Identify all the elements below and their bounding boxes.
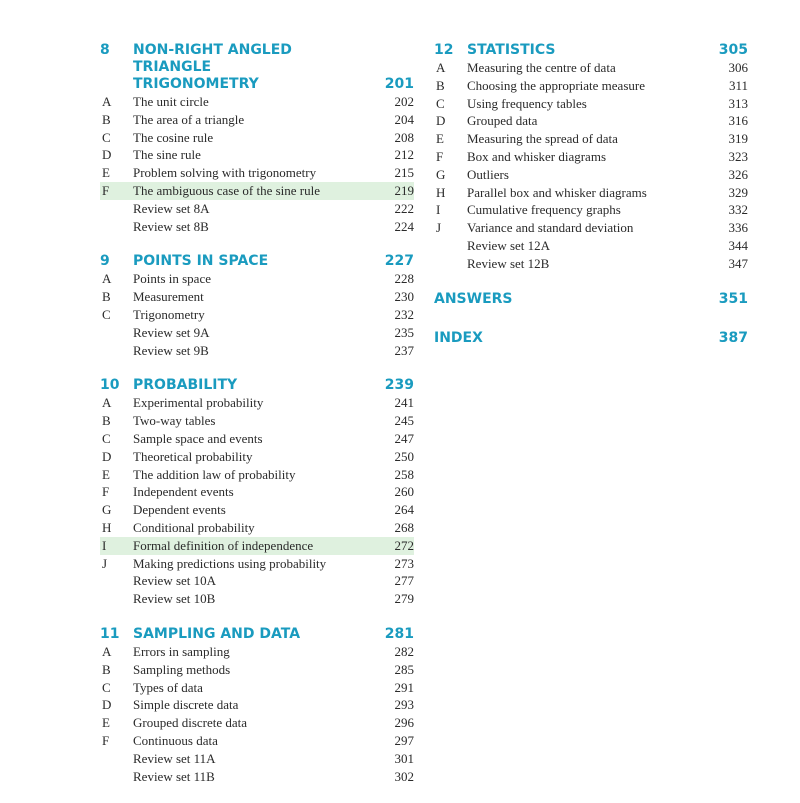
chapter-page-number: 305 <box>718 42 748 58</box>
section-title: Points in space <box>133 271 211 287</box>
section-title: Choosing the appropriate measure <box>467 77 645 93</box>
section-page-number: 250 <box>394 448 414 464</box>
section-title: Independent events <box>133 484 234 500</box>
section-entry[interactable] <box>100 93 414 111</box>
section-letter: F <box>102 484 110 500</box>
section-title: Review set 8A <box>133 200 210 216</box>
section-letter: C <box>102 430 111 446</box>
chapter-number: 12 <box>434 42 454 58</box>
section-title: Measurement <box>133 289 204 305</box>
section-title: The unit circle <box>133 94 209 109</box>
chapter-heading[interactable] <box>100 626 414 643</box>
section-title: Review set 10B <box>133 591 216 607</box>
section-title: Grouped data <box>467 113 538 129</box>
section-title: Problem solving with trigonometry <box>133 165 317 181</box>
section-letter: H <box>102 519 112 535</box>
section-letter: A <box>102 94 112 109</box>
section-letter: C <box>102 129 111 145</box>
section-letter: A <box>102 395 112 411</box>
extra-page-number: 387 <box>718 329 748 346</box>
section-page-number: 272 <box>394 537 414 553</box>
extra-heading-answers[interactable] <box>434 291 748 308</box>
section-letter: E <box>102 466 110 482</box>
section-page-number: 204 <box>394 111 414 127</box>
section-letter: E <box>102 165 110 181</box>
section-entry[interactable] <box>100 714 414 732</box>
section-title: Experimental probability <box>133 395 264 411</box>
chapter-heading[interactable] <box>100 253 414 270</box>
section-entry[interactable] <box>434 166 748 184</box>
section-entry[interactable] <box>100 164 414 182</box>
section-entry[interactable] <box>100 679 414 697</box>
section-title: The area of a triangle <box>133 111 245 127</box>
chapter-title: PROBABILITY <box>133 377 238 394</box>
section-page-number: 319 <box>728 131 748 147</box>
section-title: Review set 10A <box>133 573 217 589</box>
section-title: Using frequency tables <box>467 95 587 111</box>
section-letter: E <box>102 715 110 731</box>
section-title: Conditional probability <box>133 519 255 535</box>
section-page-number: 232 <box>394 306 414 322</box>
section-letter: D <box>102 147 112 163</box>
section-page-number: 291 <box>394 679 414 695</box>
section-title: Simple discrete data <box>133 697 239 713</box>
chapter-heading[interactable] <box>100 377 414 394</box>
section-letter: C <box>102 679 111 695</box>
section-entry[interactable] <box>100 218 414 236</box>
section-entry[interactable] <box>100 661 414 679</box>
section-page-number: 302 <box>394 768 414 784</box>
section-entry[interactable] <box>434 95 748 113</box>
section-title: Types of data <box>133 679 203 695</box>
section-page-number: 277 <box>394 573 414 589</box>
section-title: Review set 12A <box>467 237 551 253</box>
section-entry[interactable] <box>100 768 414 786</box>
section-entry[interactable] <box>100 448 414 466</box>
section-letter: J <box>102 555 108 571</box>
chapter-page-number: 201 <box>384 76 414 92</box>
chapter-page-number: 227 <box>384 253 414 270</box>
section-letter: B <box>102 661 111 677</box>
section-entry[interactable] <box>100 146 414 164</box>
toc-left-column <box>100 42 414 803</box>
section-title: Sample space and events <box>133 430 263 446</box>
section-letter: D <box>102 697 112 713</box>
section-page-number: 241 <box>394 395 414 411</box>
section-letter: B <box>102 111 111 127</box>
section-page-number: 332 <box>728 202 748 218</box>
extra-title: INDEX <box>434 329 483 346</box>
section-letter: C <box>102 306 111 322</box>
section-title: Measuring the centre of data <box>467 60 616 75</box>
chapter-title: POINTS IN SPACE <box>133 253 269 270</box>
chapter-block <box>100 626 414 785</box>
section-letter: J <box>436 220 442 236</box>
section-entry[interactable] <box>100 111 414 129</box>
section-entry[interactable] <box>100 342 414 360</box>
section-title: Errors in sampling <box>133 643 230 659</box>
section-page-number: 306 <box>728 60 748 75</box>
section-page-number: 208 <box>394 129 414 145</box>
section-page-number: 347 <box>728 255 748 271</box>
section-title: Review set 9B <box>133 342 209 358</box>
section-page-number: 228 <box>394 271 414 287</box>
section-entry[interactable] <box>434 201 748 219</box>
section-title: Making predictions using probability <box>133 555 327 571</box>
section-letter: H <box>436 184 446 200</box>
section-entry[interactable] <box>100 394 414 412</box>
section-title: Review set 8B <box>133 218 209 234</box>
section-page-number: 230 <box>394 289 414 305</box>
section-entry[interactable] <box>434 77 748 95</box>
section-entry[interactable] <box>100 129 414 147</box>
section-entry[interactable] <box>100 466 414 484</box>
chapter-number: 10 <box>100 377 120 394</box>
section-page-number: 336 <box>728 220 748 236</box>
section-letter: F <box>102 182 110 198</box>
section-entry[interactable] <box>100 483 414 501</box>
section-letter: B <box>102 289 111 305</box>
section-letter: I <box>102 537 107 553</box>
section-title: Review set 11A <box>133 750 216 766</box>
chapter-block <box>434 42 748 273</box>
section-entry[interactable] <box>100 590 414 608</box>
section-entry[interactable] <box>100 750 414 768</box>
section-letter: C <box>436 95 445 111</box>
section-letter: A <box>102 643 112 659</box>
section-entry[interactable] <box>434 184 748 202</box>
section-entry[interactable] <box>100 306 414 324</box>
chapter-page-number: 281 <box>384 625 414 642</box>
chapter-number: 9 <box>100 253 110 270</box>
section-page-number: 297 <box>394 732 414 748</box>
chapter-number: 8 <box>100 42 110 58</box>
section-page-number: 323 <box>728 148 748 164</box>
section-title: Formal definition of independence <box>133 537 314 553</box>
section-entry[interactable] <box>100 324 414 342</box>
chapter-title: STATISTICS <box>467 42 556 58</box>
section-page-number: 202 <box>394 94 414 109</box>
section-title: Review set 11B <box>133 768 215 784</box>
section-entry[interactable] <box>434 255 748 273</box>
section-page-number: 247 <box>394 430 414 446</box>
section-page-number: 311 <box>728 77 748 93</box>
section-page-number: 313 <box>728 95 748 111</box>
section-entry[interactable] <box>100 430 414 448</box>
section-page-number: 212 <box>394 147 414 163</box>
section-entry[interactable] <box>100 200 414 218</box>
section-entry[interactable] <box>434 148 748 166</box>
section-page-number: 224 <box>394 218 414 234</box>
section-letter: A <box>102 271 112 287</box>
section-entry[interactable] <box>100 519 414 537</box>
section-entry[interactable] <box>100 643 414 661</box>
section-title: Grouped discrete data <box>133 715 248 731</box>
section-entry[interactable] <box>100 572 414 590</box>
section-entry[interactable] <box>100 696 414 714</box>
section-page-number: 258 <box>394 466 414 482</box>
section-letter: D <box>102 448 112 464</box>
section-entry[interactable] <box>434 130 748 148</box>
extra-title: ANSWERS <box>434 290 513 307</box>
toc-extras <box>434 291 748 347</box>
section-page-number: 219 <box>394 182 414 198</box>
section-title: Trigonometry <box>133 306 205 322</box>
section-letter: I <box>436 202 441 218</box>
section-page-number: 296 <box>394 715 414 731</box>
section-letter: G <box>102 502 112 518</box>
section-title: Sampling methods <box>133 661 231 677</box>
section-title: The cosine rule <box>133 129 214 145</box>
section-title: The sine rule <box>133 147 201 163</box>
extra-page-number: 351 <box>718 290 748 307</box>
section-page-number: 301 <box>394 750 414 766</box>
section-letter: A <box>436 60 446 75</box>
section-letter: F <box>436 148 444 164</box>
section-entry[interactable] <box>100 501 414 519</box>
section-page-number: 222 <box>394 200 414 216</box>
section-title: Review set 9A <box>133 324 210 340</box>
section-title: Outliers <box>467 166 509 182</box>
section-page-number: 260 <box>394 484 414 500</box>
section-page-number: 285 <box>394 661 414 677</box>
section-entry[interactable] <box>100 270 414 288</box>
section-entry[interactable] <box>434 112 748 130</box>
section-page-number: 264 <box>394 502 414 518</box>
section-entry[interactable] <box>434 237 748 255</box>
section-page-number: 282 <box>394 643 414 659</box>
section-entry[interactable] <box>100 182 414 200</box>
chapter-title: NON-RIGHT ANGLED TRIANGLE TRIGONOMETRY <box>133 42 292 92</box>
section-page-number: 329 <box>728 184 748 200</box>
section-page-number: 237 <box>394 342 414 358</box>
chapter-number: 11 <box>100 625 120 642</box>
section-title: Dependent events <box>133 502 226 518</box>
chapter-title: SAMPLING AND DATA <box>133 625 301 642</box>
section-title: Parallel box and whisker diagrams <box>467 184 647 200</box>
chapter-page-number: 239 <box>384 377 414 394</box>
chapter-block <box>100 253 414 359</box>
section-page-number: 326 <box>728 166 748 182</box>
section-entry[interactable] <box>100 288 414 306</box>
section-letter: B <box>102 413 111 429</box>
chapter-block <box>100 377 414 608</box>
section-title: Theoretical probability <box>133 448 253 464</box>
chapter-heading[interactable] <box>100 42 414 93</box>
section-letter: B <box>436 77 445 93</box>
section-page-number: 293 <box>394 697 414 713</box>
section-title: Continuous data <box>133 732 218 748</box>
section-entry[interactable] <box>100 732 414 750</box>
section-title: Measuring the spread of data <box>467 131 618 147</box>
section-title: Review set 12B <box>467 255 550 271</box>
section-page-number: 344 <box>728 237 748 253</box>
section-entry[interactable] <box>100 537 414 555</box>
section-page-number: 279 <box>394 591 414 607</box>
section-entry[interactable] <box>100 412 414 430</box>
section-title: Two-way tables <box>133 413 216 429</box>
section-letter: D <box>436 113 446 129</box>
section-letter: E <box>436 131 444 147</box>
section-title: The ambiguous case of the sine rule <box>133 182 320 198</box>
section-letter: G <box>436 166 446 182</box>
section-page-number: 235 <box>394 324 414 340</box>
chapter-heading[interactable] <box>434 42 748 59</box>
extra-heading-index[interactable] <box>434 330 748 347</box>
section-title: The addition law of probability <box>133 466 296 482</box>
section-page-number: 273 <box>394 555 414 571</box>
section-title: Cumulative frequency graphs <box>467 202 621 218</box>
section-entry[interactable] <box>434 59 748 77</box>
section-entry[interactable] <box>434 219 748 237</box>
section-entry[interactable] <box>100 555 414 573</box>
chapter-block <box>100 42 414 235</box>
toc-right-chapters <box>434 42 748 273</box>
section-title: Variance and standard deviation <box>467 220 634 236</box>
section-page-number: 268 <box>394 519 414 535</box>
section-page-number: 245 <box>394 413 414 429</box>
toc-right-column <box>434 42 748 347</box>
section-letter: F <box>102 732 110 748</box>
section-page-number: 316 <box>728 113 748 129</box>
section-page-number: 215 <box>394 165 414 181</box>
section-title: Box and whisker diagrams <box>467 148 607 164</box>
